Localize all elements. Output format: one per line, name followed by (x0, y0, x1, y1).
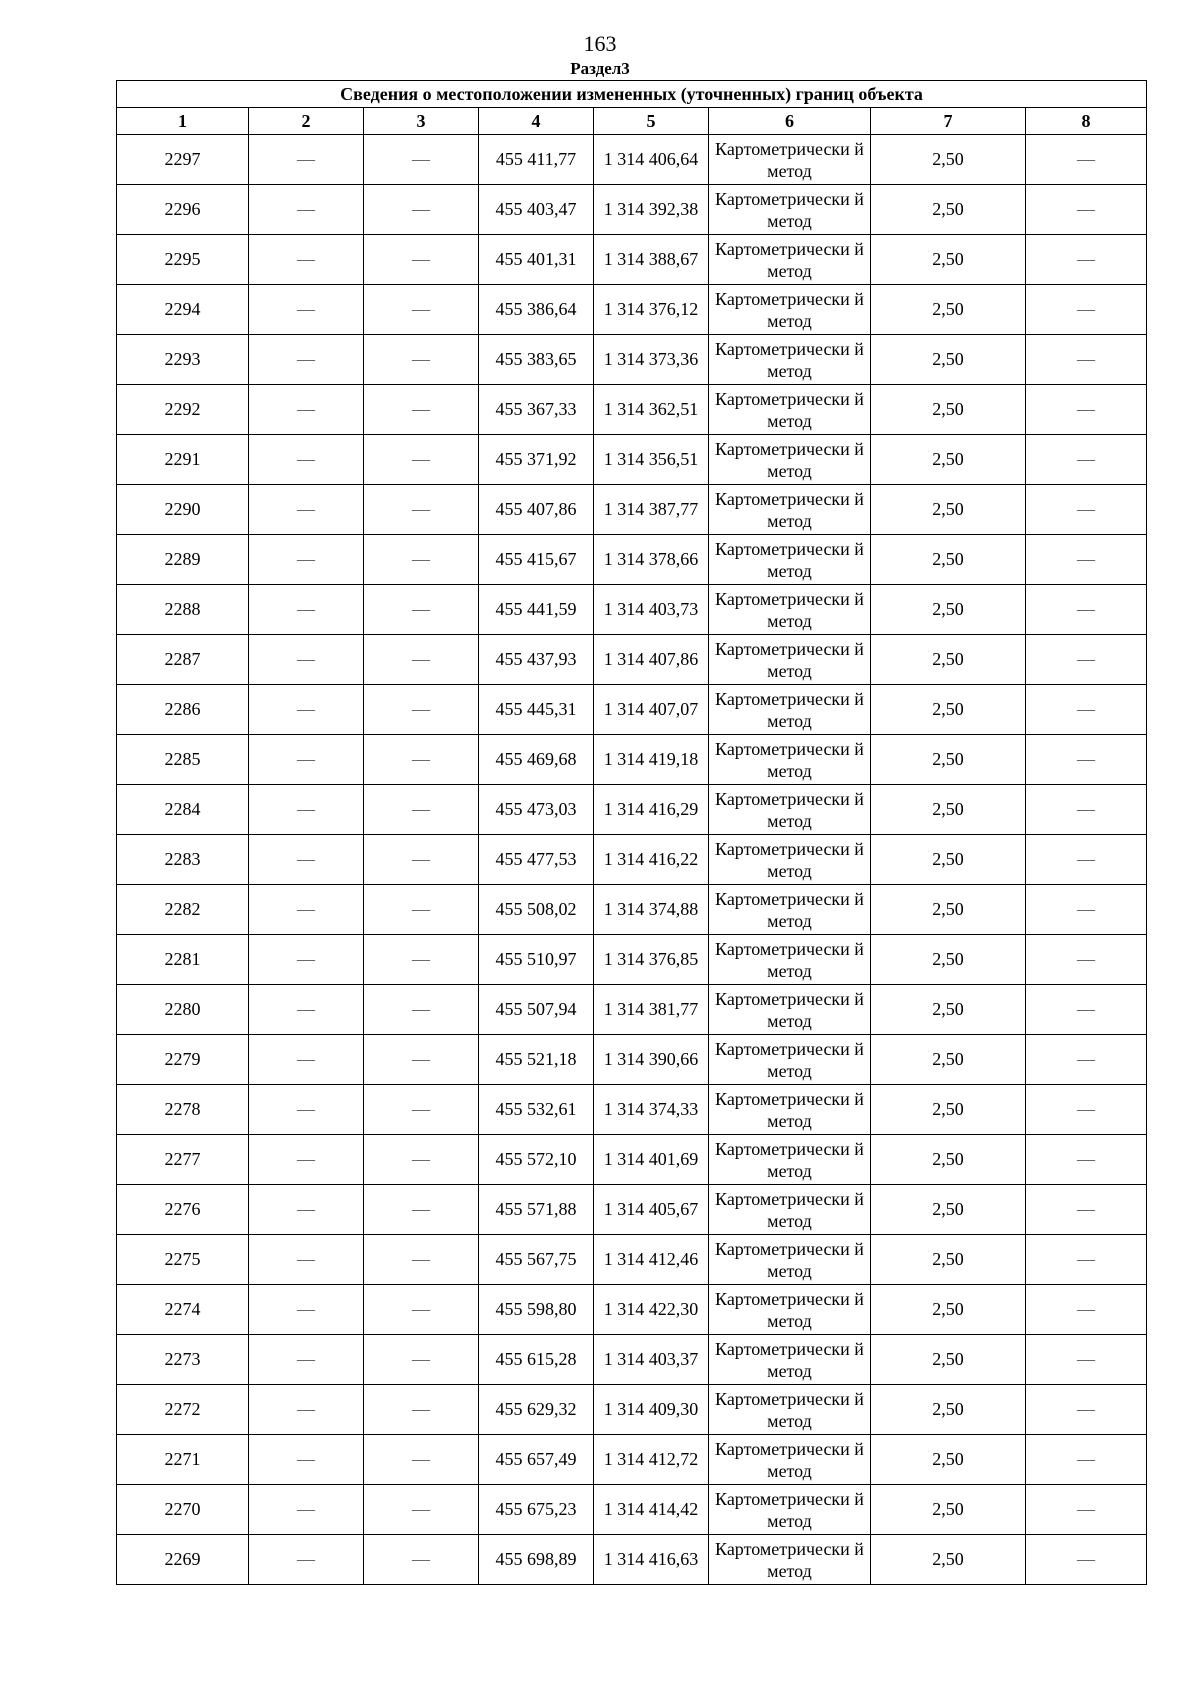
table-row (117, 885, 1147, 935)
accuracy-cell: 2,50 (871, 835, 1026, 885)
col3-cell: — (364, 1335, 479, 1385)
table-row (117, 585, 1147, 635)
col2-cell: — (249, 985, 364, 1035)
accuracy-cell: 2,50 (871, 1385, 1026, 1435)
method-cell: Картометрически й метод (709, 685, 871, 735)
col8-cell: — (1026, 135, 1147, 185)
col3-cell: — (364, 735, 479, 785)
table-row (117, 535, 1147, 585)
col3-cell: — (364, 385, 479, 435)
x-coord-cell: 455 629,32 (479, 1385, 594, 1435)
col3-cell: — (364, 1535, 479, 1585)
x-coord-cell: 455 675,23 (479, 1485, 594, 1535)
accuracy-cell: 2,50 (871, 1285, 1026, 1335)
point-number-cell: 2279 (117, 1035, 249, 1085)
col3-cell: — (364, 1435, 479, 1485)
col3-cell: — (364, 1285, 479, 1335)
method-cell: Картометрически й метод (709, 1435, 871, 1485)
y-coord-cell: 1 314 412,46 (594, 1235, 709, 1285)
coordinates-table (116, 80, 1147, 1585)
point-number-cell: 2282 (117, 885, 249, 935)
accuracy-cell: 2,50 (871, 1535, 1026, 1585)
point-number-cell: 2292 (117, 385, 249, 435)
header-cell: 7 (871, 108, 1026, 135)
table-row (117, 1485, 1147, 1535)
y-coord-cell: 1 314 376,12 (594, 285, 709, 335)
header-cell: 8 (1026, 108, 1147, 135)
accuracy-cell: 2,50 (871, 735, 1026, 785)
method-cell: Картометрически й метод (709, 1085, 871, 1135)
y-coord-cell: 1 314 362,51 (594, 385, 709, 435)
col8-cell: — (1026, 635, 1147, 685)
y-coord-cell: 1 314 390,66 (594, 1035, 709, 1085)
y-coord-cell: 1 314 374,88 (594, 885, 709, 935)
section-label: Раздел3 (570, 59, 630, 78)
y-coord-cell: 1 314 406,64 (594, 135, 709, 185)
col3-cell: — (364, 1035, 479, 1085)
y-coord-cell: 1 314 374,33 (594, 1085, 709, 1135)
y-coord-cell: 1 314 412,72 (594, 1435, 709, 1485)
method-cell: Картометрически й метод (709, 885, 871, 935)
col2-cell: — (249, 935, 364, 985)
table-row (117, 285, 1147, 335)
x-coord-cell: 455 411,77 (479, 135, 594, 185)
method-cell: Картометрически й метод (709, 285, 871, 335)
x-coord-cell: 455 510,97 (479, 935, 594, 985)
table-row (117, 385, 1147, 435)
table-row (117, 985, 1147, 1035)
col2-cell: — (249, 735, 364, 785)
table-title-row (117, 81, 1147, 108)
accuracy-cell: 2,50 (871, 335, 1026, 385)
x-coord-cell: 455 386,64 (479, 285, 594, 335)
method-cell: Картометрически й метод (709, 185, 871, 235)
col3-cell: — (364, 1085, 479, 1135)
x-coord-cell: 455 698,89 (479, 1535, 594, 1585)
col8-cell: — (1026, 1185, 1147, 1235)
accuracy-cell: 2,50 (871, 135, 1026, 185)
y-coord-cell: 1 314 403,37 (594, 1335, 709, 1385)
col8-cell: — (1026, 1435, 1147, 1485)
method-cell: Картометрически й метод (709, 585, 871, 635)
y-coord-cell: 1 314 422,30 (594, 1285, 709, 1335)
col2-cell: — (249, 1185, 364, 1235)
table-row (117, 935, 1147, 985)
y-coord-cell: 1 314 381,77 (594, 985, 709, 1035)
accuracy-cell: 2,50 (871, 435, 1026, 485)
accuracy-cell: 2,50 (871, 1185, 1026, 1235)
point-number-cell: 2269 (117, 1535, 249, 1585)
y-coord-cell: 1 314 419,18 (594, 735, 709, 785)
col3-cell: — (364, 135, 479, 185)
table-row (117, 735, 1147, 785)
col8-cell: — (1026, 535, 1147, 585)
col3-cell: — (364, 235, 479, 285)
col2-cell: — (249, 1135, 364, 1185)
col3-cell: — (364, 1485, 479, 1535)
col8-cell: — (1026, 1085, 1147, 1135)
table-row (117, 485, 1147, 535)
x-coord-cell: 455 469,68 (479, 735, 594, 785)
col2-cell: — (249, 1285, 364, 1335)
x-coord-cell: 455 477,53 (479, 835, 594, 885)
header-cell: 6 (709, 108, 871, 135)
point-number-cell: 2285 (117, 735, 249, 785)
x-coord-cell: 455 371,92 (479, 435, 594, 485)
col3-cell: — (364, 935, 479, 985)
y-coord-cell: 1 314 376,85 (594, 935, 709, 985)
col3-cell: — (364, 1135, 479, 1185)
point-number-cell: 2271 (117, 1435, 249, 1485)
col2-cell: — (249, 785, 364, 835)
col8-cell: — (1026, 785, 1147, 835)
table-header-row (117, 108, 1147, 135)
point-number-cell: 2284 (117, 785, 249, 835)
x-coord-cell: 455 567,75 (479, 1235, 594, 1285)
table-row (117, 1135, 1147, 1185)
col3-cell: — (364, 885, 479, 935)
col8-cell: — (1026, 335, 1147, 385)
y-coord-cell: 1 314 405,67 (594, 1185, 709, 1235)
col8-cell: — (1026, 685, 1147, 735)
col3-cell: — (364, 835, 479, 885)
header-cell: 2 (249, 108, 364, 135)
y-coord-cell: 1 314 387,77 (594, 485, 709, 535)
col2-cell: — (249, 335, 364, 385)
point-number-cell: 2280 (117, 985, 249, 1035)
method-cell: Картометрически й метод (709, 985, 871, 1035)
y-coord-cell: 1 314 356,51 (594, 435, 709, 485)
col8-cell: — (1026, 1485, 1147, 1535)
y-coord-cell: 1 314 403,73 (594, 585, 709, 635)
point-number-cell: 2278 (117, 1085, 249, 1135)
point-number-cell: 2288 (117, 585, 249, 635)
method-cell: Картометрически й метод (709, 1135, 871, 1185)
point-number-cell: 2296 (117, 185, 249, 235)
col3-cell: — (364, 1235, 479, 1285)
col3-cell: — (364, 1185, 479, 1235)
table-row (117, 135, 1147, 185)
point-number-cell: 2274 (117, 1285, 249, 1335)
point-number-cell: 2286 (117, 685, 249, 735)
col8-cell: — (1026, 1285, 1147, 1335)
accuracy-cell: 2,50 (871, 935, 1026, 985)
point-number-cell: 2293 (117, 335, 249, 385)
table-row (117, 435, 1147, 485)
table-row (117, 1085, 1147, 1135)
col8-cell: — (1026, 1035, 1147, 1085)
x-coord-cell: 455 521,18 (479, 1035, 594, 1085)
table-row (117, 1235, 1147, 1285)
col3-cell: — (364, 585, 479, 635)
accuracy-cell: 2,50 (871, 485, 1026, 535)
col8-cell: — (1026, 935, 1147, 985)
y-coord-cell: 1 314 401,69 (594, 1135, 709, 1185)
col3-cell: — (364, 285, 479, 335)
accuracy-cell: 2,50 (871, 185, 1026, 235)
col2-cell: — (249, 1385, 364, 1435)
method-cell: Картометрически й метод (709, 835, 871, 885)
accuracy-cell: 2,50 (871, 1435, 1026, 1485)
col8-cell: — (1026, 585, 1147, 635)
col8-cell: — (1026, 435, 1147, 485)
col2-cell: — (249, 585, 364, 635)
col3-cell: — (364, 685, 479, 735)
method-cell: Картометрически й метод (709, 1285, 871, 1335)
col8-cell: — (1026, 1385, 1147, 1435)
table-row (117, 1535, 1147, 1585)
method-cell: Картометрически й метод (709, 485, 871, 535)
method-cell: Картометрически й метод (709, 235, 871, 285)
accuracy-cell: 2,50 (871, 685, 1026, 735)
col2-cell: — (249, 1535, 364, 1585)
x-coord-cell: 455 508,02 (479, 885, 594, 935)
col2-cell: — (249, 285, 364, 335)
col8-cell: — (1026, 1135, 1147, 1185)
table-row (117, 1335, 1147, 1385)
method-cell: Картометрически й метод (709, 1335, 871, 1385)
col2-cell: — (249, 1335, 364, 1385)
col2-cell: — (249, 435, 364, 485)
accuracy-cell: 2,50 (871, 1085, 1026, 1135)
x-coord-cell: 455 383,65 (479, 335, 594, 385)
point-number-cell: 2283 (117, 835, 249, 885)
table-row (117, 185, 1147, 235)
method-cell: Картометрически й метод (709, 385, 871, 435)
x-coord-cell: 455 367,33 (479, 385, 594, 435)
x-coord-cell: 455 415,67 (479, 535, 594, 585)
header-cell: 3 (364, 108, 479, 135)
y-coord-cell: 1 314 388,67 (594, 235, 709, 285)
x-coord-cell: 455 441,59 (479, 585, 594, 635)
table-row (117, 785, 1147, 835)
col2-cell: — (249, 235, 364, 285)
header-cell: 1 (117, 108, 249, 135)
col2-cell: — (249, 135, 364, 185)
y-coord-cell: 1 314 373,36 (594, 335, 709, 385)
col3-cell: — (364, 335, 479, 385)
point-number-cell: 2270 (117, 1485, 249, 1535)
table-body (117, 81, 1147, 1585)
accuracy-cell: 2,50 (871, 585, 1026, 635)
accuracy-cell: 2,50 (871, 235, 1026, 285)
accuracy-cell: 2,50 (871, 1335, 1026, 1385)
method-cell: Картометрически й метод (709, 935, 871, 985)
col8-cell: — (1026, 835, 1147, 885)
col8-cell: — (1026, 985, 1147, 1035)
accuracy-cell: 2,50 (871, 885, 1026, 935)
col3-cell: — (364, 485, 479, 535)
method-cell: Картометрически й метод (709, 635, 871, 685)
table-row (117, 1285, 1147, 1335)
x-coord-cell: 455 615,28 (479, 1335, 594, 1385)
col2-cell: — (249, 835, 364, 885)
x-coord-cell: 455 571,88 (479, 1185, 594, 1235)
table-row (117, 1385, 1147, 1435)
y-coord-cell: 1 314 416,22 (594, 835, 709, 885)
col2-cell: — (249, 1235, 364, 1285)
point-number-cell: 2297 (117, 135, 249, 185)
col2-cell: — (249, 1485, 364, 1535)
method-cell: Картометрически й метод (709, 335, 871, 385)
method-cell: Картометрически й метод (709, 435, 871, 485)
point-number-cell: 2291 (117, 435, 249, 485)
table-row (117, 635, 1147, 685)
col3-cell: — (364, 785, 479, 835)
table-row (117, 1435, 1147, 1485)
col8-cell: — (1026, 1335, 1147, 1385)
point-number-cell: 2273 (117, 1335, 249, 1385)
point-number-cell: 2289 (117, 535, 249, 585)
method-cell: Картометрически й метод (709, 1235, 871, 1285)
accuracy-cell: 2,50 (871, 1135, 1026, 1185)
col2-cell: — (249, 1085, 364, 1135)
accuracy-cell: 2,50 (871, 785, 1026, 835)
header-cell: 4 (479, 108, 594, 135)
y-coord-cell: 1 314 392,38 (594, 185, 709, 235)
method-cell: Картометрически й метод (709, 535, 871, 585)
col8-cell: — (1026, 285, 1147, 335)
col2-cell: — (249, 385, 364, 435)
col8-cell: — (1026, 235, 1147, 285)
table-row (117, 1035, 1147, 1085)
col2-cell: — (249, 1035, 364, 1085)
col2-cell: — (249, 885, 364, 935)
point-number-cell: 2276 (117, 1185, 249, 1235)
x-coord-cell: 455 532,61 (479, 1085, 594, 1135)
point-number-cell: 2295 (117, 235, 249, 285)
table-row (117, 685, 1147, 735)
col8-cell: — (1026, 885, 1147, 935)
x-coord-cell: 455 445,31 (479, 685, 594, 735)
point-number-cell: 2287 (117, 635, 249, 685)
accuracy-cell: 2,50 (871, 635, 1026, 685)
y-coord-cell: 1 314 416,63 (594, 1535, 709, 1585)
y-coord-cell: 1 314 407,86 (594, 635, 709, 685)
point-number-cell: 2272 (117, 1385, 249, 1435)
accuracy-cell: 2,50 (871, 1235, 1026, 1285)
col2-cell: — (249, 485, 364, 535)
accuracy-cell: 2,50 (871, 285, 1026, 335)
col3-cell: — (364, 985, 479, 1035)
x-coord-cell: 455 401,31 (479, 235, 594, 285)
x-coord-cell: 455 657,49 (479, 1435, 594, 1485)
col3-cell: — (364, 635, 479, 685)
point-number-cell: 2277 (117, 1135, 249, 1185)
point-number-cell: 2290 (117, 485, 249, 535)
x-coord-cell: 455 407,86 (479, 485, 594, 535)
point-number-cell: 2281 (117, 935, 249, 985)
y-coord-cell: 1 314 378,66 (594, 535, 709, 585)
table-row (117, 335, 1147, 385)
col8-cell: — (1026, 735, 1147, 785)
col2-cell: — (249, 685, 364, 735)
col3-cell: — (364, 185, 479, 235)
col2-cell: — (249, 1435, 364, 1485)
point-number-cell: 2294 (117, 285, 249, 335)
table-row (117, 235, 1147, 285)
col2-cell: — (249, 535, 364, 585)
col3-cell: — (364, 535, 479, 585)
accuracy-cell: 2,50 (871, 1035, 1026, 1085)
col8-cell: — (1026, 1535, 1147, 1585)
x-coord-cell: 455 507,94 (479, 985, 594, 1035)
y-coord-cell: 1 314 409,30 (594, 1385, 709, 1435)
accuracy-cell: 2,50 (871, 535, 1026, 585)
col3-cell: — (364, 1385, 479, 1435)
col8-cell: — (1026, 185, 1147, 235)
col3-cell: — (364, 435, 479, 485)
method-cell: Картометрически й метод (709, 1185, 871, 1235)
y-coord-cell: 1 314 416,29 (594, 785, 709, 835)
col2-cell: — (249, 185, 364, 235)
y-coord-cell: 1 314 414,42 (594, 1485, 709, 1535)
accuracy-cell: 2,50 (871, 985, 1026, 1035)
col8-cell: — (1026, 1235, 1147, 1285)
method-cell: Картометрически й метод (709, 1485, 871, 1535)
method-cell: Картометрически й метод (709, 1385, 871, 1435)
point-number-cell: 2275 (117, 1235, 249, 1285)
header-cell: 5 (594, 108, 709, 135)
x-coord-cell: 455 437,93 (479, 635, 594, 685)
col8-cell: — (1026, 485, 1147, 535)
y-coord-cell: 1 314 407,07 (594, 685, 709, 735)
table-row (117, 1185, 1147, 1235)
accuracy-cell: 2,50 (871, 385, 1026, 435)
x-coord-cell: 455 473,03 (479, 785, 594, 835)
col2-cell: — (249, 635, 364, 685)
x-coord-cell: 455 403,47 (479, 185, 594, 235)
method-cell: Картометрически й метод (709, 135, 871, 185)
accuracy-cell: 2,50 (871, 1485, 1026, 1535)
table-row (117, 835, 1147, 885)
x-coord-cell: 455 598,80 (479, 1285, 594, 1335)
method-cell: Картометрически й метод (709, 785, 871, 835)
method-cell: Картометрически й метод (709, 1535, 871, 1585)
method-cell: Картометрически й метод (709, 1035, 871, 1085)
col8-cell: — (1026, 385, 1147, 435)
x-coord-cell: 455 572,10 (479, 1135, 594, 1185)
method-cell: Картометрически й метод (709, 735, 871, 785)
page-number: 163 (583, 31, 617, 56)
table-title: Сведения о местоположении измененных (уточненных) границ объекта (117, 81, 1147, 108)
